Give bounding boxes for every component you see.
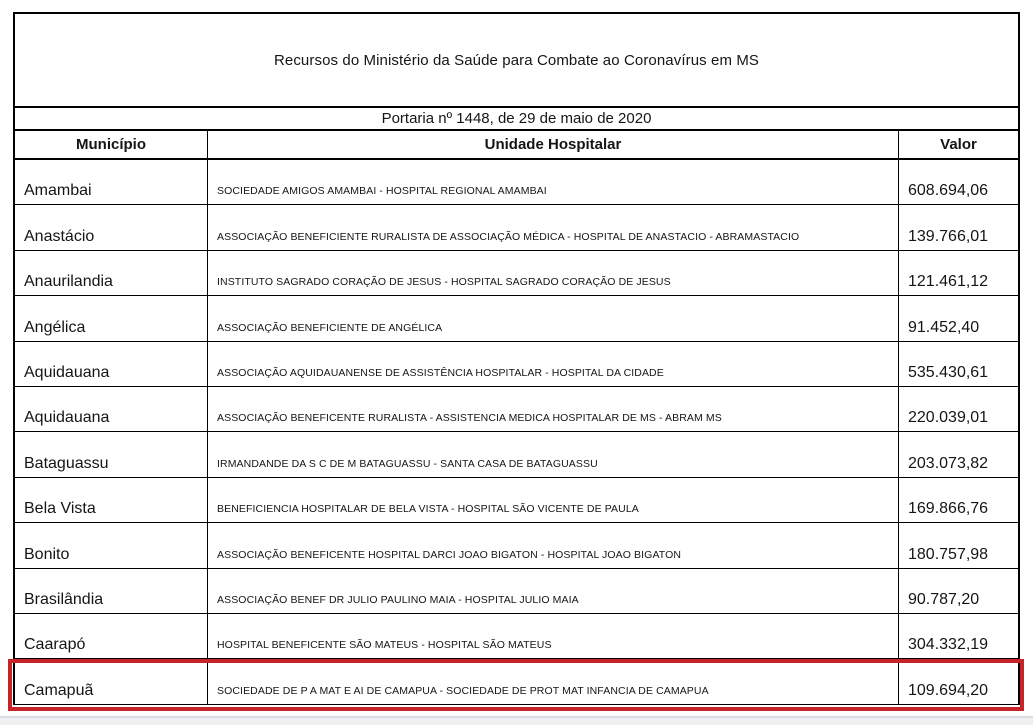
table-row bbox=[13, 432, 1020, 477]
municipality-cell: Camapuã bbox=[24, 681, 94, 699]
municipality-cell: Aquidauana bbox=[24, 409, 110, 427]
table-row bbox=[13, 478, 1020, 523]
hospital-unit-cell: IRMANDANDE DA S C DE M BATAGUASSU - SANTA CASA DE BATAGUASSU bbox=[207, 432, 898, 476]
hospital-unit-cell: ASSOCIAÇÃO BENEFICENTE HOSPITAL DARCI JOAO BIGATON - HOSPITAL JOAO BIGATON bbox=[207, 523, 898, 567]
header-unidade-hospitalar: Unidade Hospitalar bbox=[207, 131, 898, 158]
table-row bbox=[13, 296, 1020, 341]
hospital-unit-cell: INSTITUTO SAGRADO CORAÇÃO DE JESUS - HOSPITAL SAGRADO CORAÇÃO DE JESUS bbox=[207, 251, 898, 295]
hospital-unit-cell: ASSOCIAÇÃO BENEF DR JULIO PAULINO MAIA - HOSPITAL JULIO MAIA bbox=[207, 569, 898, 613]
municipality-cell: Angélica bbox=[24, 318, 86, 336]
municipality-cell: Anastácio bbox=[24, 227, 95, 245]
value-cell: 304.332,19 bbox=[898, 614, 1018, 658]
value-cell: 109.694,20 bbox=[898, 659, 1018, 703]
table-row bbox=[13, 160, 1020, 205]
municipality-cell: Bonito bbox=[24, 545, 70, 563]
hospital-unit-cell: ASSOCIAÇÃO AQUIDAUANENSE DE ASSISTÊNCIA HOSPITALAR - HOSPITAL DA CIDADE bbox=[207, 342, 898, 386]
hospital-unit-cell: SOCIEDADE AMIGOS AMAMBAI - HOSPITAL REGIONAL AMAMBAI bbox=[207, 160, 898, 204]
hospital-unit-cell: SOCIEDADE DE P A MAT E AI DE CAMAPUA - SOCIEDADE DE PROT MAT INFANCIA DE CAMAPUA bbox=[207, 659, 898, 703]
document-subtitle: Portaria nº 1448, de 29 de maio de 2020 bbox=[13, 108, 1020, 131]
value-cell: 169.866,76 bbox=[898, 478, 1018, 522]
table-row bbox=[13, 387, 1020, 432]
value-cell: 220.039,01 bbox=[898, 387, 1018, 431]
value-cell: 139.766,01 bbox=[898, 205, 1018, 249]
value-cell: 121.461,12 bbox=[898, 251, 1018, 295]
value-cell: 608.694,06 bbox=[898, 160, 1018, 204]
hospital-unit-cell: ASSOCIAÇÃO BENEFICIENTE RURALISTA DE ASSOCIAÇÃO MÉDICA - HOSPITAL DE ANASTACIO - ABRAMASTACIO bbox=[207, 205, 898, 249]
header-municipio: Município bbox=[76, 136, 146, 153]
value-cell: 535.430,61 bbox=[898, 342, 1018, 386]
table-row bbox=[13, 614, 1020, 659]
table-header-row bbox=[13, 131, 1020, 160]
document-title: Recursos do Ministério da Saúde para Combate ao Coronavírus em MS bbox=[13, 12, 1020, 108]
table-row bbox=[13, 523, 1020, 568]
municipality-cell: Aquidauana bbox=[24, 363, 110, 381]
municipality-cell: Brasilândia bbox=[24, 590, 104, 608]
table-row bbox=[13, 205, 1020, 250]
hospital-unit-cell: ASSOCIAÇÃO BENEFICIENTE DE ANGÉLICA bbox=[207, 296, 898, 340]
page-bottom-edge bbox=[0, 716, 1033, 725]
table-row bbox=[13, 569, 1020, 614]
hospital-unit-cell: BENEFICIENCIA HOSPITALAR DE BELA VISTA - HOSPITAL SÃO VICENTE DE PAULA bbox=[207, 478, 898, 522]
table-row bbox=[13, 342, 1020, 387]
value-cell: 180.757,98 bbox=[898, 523, 1018, 567]
hospital-unit-cell: HOSPITAL BENEFICENTE SÃO MATEUS - HOSPITAL SÃO MATEUS bbox=[207, 614, 898, 658]
table-row-highlighted bbox=[13, 659, 1020, 704]
municipality-cell: Bela Vista bbox=[24, 500, 96, 518]
hospital-unit-cell: ASSOCIAÇÃO BENEFICENTE RURALISTA - ASSISTENCIA MEDICA HOSPITALAR DE MS - ABRAM MS bbox=[207, 387, 898, 431]
funds-table bbox=[13, 12, 1020, 705]
value-cell: 90.787,20 bbox=[898, 569, 1018, 613]
table-row bbox=[13, 251, 1020, 296]
municipality-cell: Caarapó bbox=[24, 636, 86, 654]
value-cell: 91.452,40 bbox=[898, 296, 1018, 340]
municipality-cell: Amambai bbox=[24, 182, 92, 200]
value-cell: 203.073,82 bbox=[898, 432, 1018, 476]
municipality-cell: Anaurilandia bbox=[24, 273, 113, 291]
municipality-cell: Bataguassu bbox=[24, 454, 109, 472]
header-valor: Valor bbox=[898, 131, 1018, 158]
